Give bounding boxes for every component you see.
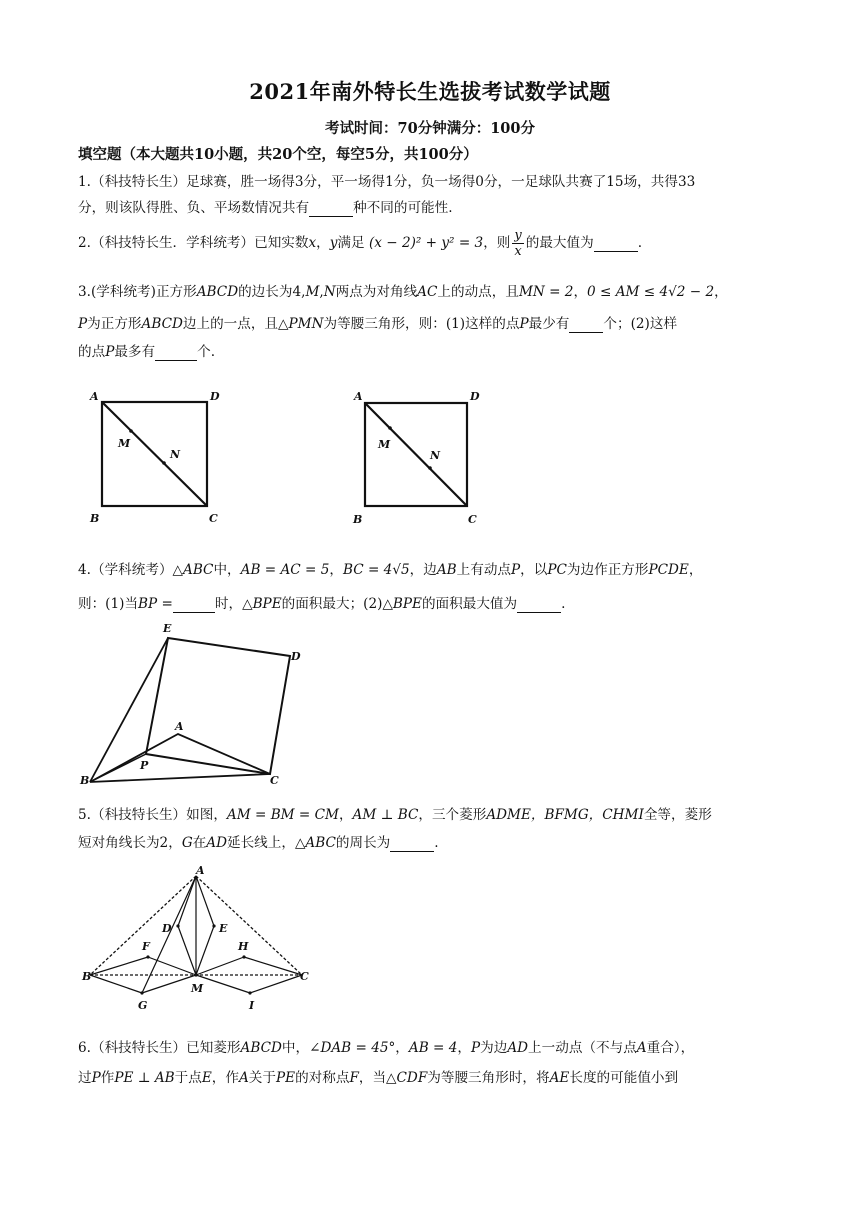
label-b: B bbox=[90, 512, 100, 525]
q4-equation: AB = AC = 5 bbox=[240, 562, 330, 578]
q3-text: 个. bbox=[197, 344, 216, 360]
q3-text: ， bbox=[714, 284, 728, 300]
q4-var: BPE bbox=[252, 596, 282, 612]
q3-var: M bbox=[305, 284, 320, 300]
q3-text: ， bbox=[573, 284, 588, 300]
q3-text: 最多有 bbox=[114, 344, 156, 360]
q6-text: 作 bbox=[100, 1070, 115, 1086]
q3-var: P bbox=[105, 344, 115, 360]
label-d: D bbox=[162, 922, 172, 935]
q4-text: . bbox=[561, 596, 566, 612]
triangle-abc bbox=[90, 734, 270, 782]
point-n bbox=[162, 461, 166, 465]
q4-text: 则：(1)当 bbox=[78, 596, 139, 612]
label-p: P bbox=[140, 759, 149, 772]
label-i: I bbox=[249, 999, 255, 1012]
q2-comma: ， bbox=[316, 235, 330, 251]
q6-equation: ∠DAB = 45° bbox=[309, 1040, 396, 1056]
diagonal-ac bbox=[102, 402, 207, 506]
q2-text-c: ，则 bbox=[483, 235, 511, 251]
q6-var: P bbox=[470, 1040, 481, 1056]
q1-text-a: 分，则该队得胜、负、平场数情况共有 bbox=[78, 200, 310, 216]
square-triangle-figure bbox=[78, 618, 314, 788]
square-diagrams-figure bbox=[78, 376, 498, 536]
q6-text: 重合）， bbox=[646, 1040, 695, 1056]
q6-var: P bbox=[91, 1070, 101, 1086]
question-5-line-2 bbox=[78, 831, 786, 852]
q2-fraction bbox=[512, 229, 523, 258]
q5-text: . bbox=[434, 835, 439, 851]
q6-var: ABCD bbox=[240, 1040, 282, 1056]
label-c: C bbox=[270, 774, 279, 787]
q3-text: 边上的一点，且△ bbox=[182, 316, 289, 332]
q4-text: 的面积最大；(2)△ bbox=[281, 596, 393, 612]
q3-var: N bbox=[323, 284, 336, 300]
q4-equation: BC = 4√5 bbox=[343, 562, 410, 578]
q3-inequality: 0 ≤ AM ≤ 4√2 − 2 bbox=[587, 284, 715, 300]
answer-blank bbox=[569, 316, 603, 333]
question-1-line-1: 1.（科技特长生）足球赛，胜一场得3分，平一场得1分，负一场得0分，一足球队共赛了15场，共得33 bbox=[78, 174, 696, 190]
q4-text: ， bbox=[329, 562, 343, 578]
q5-var: ADME，BFMG，CHMI bbox=[486, 807, 644, 823]
q5-text: 的周长为 bbox=[335, 835, 391, 851]
label-a: A bbox=[196, 864, 205, 877]
q3-var: ABCD bbox=[196, 284, 239, 300]
q6-text: ，当△ bbox=[358, 1070, 397, 1086]
label-h: H bbox=[238, 940, 249, 953]
q6-var: E bbox=[201, 1070, 212, 1086]
q3-text: 个；(2)这样 bbox=[603, 316, 678, 332]
q5-text: ， bbox=[338, 807, 353, 823]
label-d: D bbox=[291, 650, 301, 663]
q6-var: A bbox=[636, 1040, 647, 1056]
label-c: C bbox=[300, 970, 309, 983]
q1-text-b: 种不同的可能性. bbox=[353, 200, 453, 216]
label-c: C bbox=[468, 513, 477, 526]
answer-blank bbox=[309, 200, 353, 217]
q4-text: ，边 bbox=[409, 562, 437, 578]
q6-text: ，作 bbox=[211, 1070, 239, 1086]
q5-text: ，三个菱形 bbox=[418, 807, 487, 823]
q2-text-b: 满足 bbox=[337, 235, 365, 251]
q4-var: PCDE bbox=[648, 562, 689, 578]
answer-blank bbox=[173, 596, 215, 613]
question-5-line-1 bbox=[78, 803, 786, 823]
q6-text: 的对称点 bbox=[295, 1070, 350, 1086]
q5-var: AD bbox=[206, 835, 227, 851]
label-d: D bbox=[210, 390, 220, 403]
label-e: E bbox=[219, 922, 228, 935]
fraction-numerator: y bbox=[514, 228, 522, 243]
label-a: A bbox=[175, 720, 184, 733]
q6-text: 长度的可能值小到 bbox=[569, 1070, 679, 1086]
question-1-line-2 bbox=[78, 196, 786, 217]
q4-text: 为边作正方形 bbox=[566, 562, 649, 578]
q6-var: AE bbox=[549, 1070, 570, 1086]
q3-text: 最少有 bbox=[528, 316, 570, 332]
q5-equation: AM ⊥ BC bbox=[352, 807, 419, 823]
label-c: C bbox=[209, 512, 218, 525]
question-6-line-2 bbox=[78, 1066, 786, 1086]
section-heading: 填空题（本大题共10小题，共20个空，每空5分，共100分） bbox=[78, 146, 478, 163]
label-f: F bbox=[142, 940, 150, 953]
q6-text: 过 bbox=[78, 1070, 92, 1086]
q6-var: A bbox=[238, 1070, 249, 1086]
rhombus-triangle-figure bbox=[78, 862, 314, 1022]
exam-info: 考试时间：70分钟满分：100分 bbox=[325, 120, 535, 137]
q5-equation: AM = BM = CM bbox=[226, 807, 339, 823]
q5-var: ABC bbox=[305, 835, 336, 851]
q4-text: 时，△ bbox=[214, 596, 253, 612]
square-diagram-right bbox=[352, 390, 480, 526]
q4-equation: BP = bbox=[138, 596, 173, 612]
q3-var: P bbox=[78, 316, 88, 332]
question-3-line-3 bbox=[78, 340, 786, 361]
q3-text: 的边长为4, bbox=[238, 284, 306, 300]
q4-var: P bbox=[511, 562, 521, 578]
q3-var: PMN bbox=[288, 316, 324, 332]
point-m bbox=[129, 429, 133, 433]
label-g: G bbox=[138, 999, 148, 1012]
q6-var: CDF bbox=[396, 1070, 428, 1086]
q5-text: 在 bbox=[192, 835, 207, 851]
answer-blank bbox=[390, 835, 434, 852]
fraction-denominator: x bbox=[514, 244, 522, 259]
answer-blank bbox=[594, 235, 638, 252]
rhombus-adme bbox=[178, 876, 214, 975]
q4-text: 上有动点 bbox=[456, 562, 512, 578]
square-pcde bbox=[146, 638, 290, 774]
page-title: 2021年南外特长生选拔考试数学试题 bbox=[249, 79, 611, 104]
label-b: B bbox=[80, 774, 90, 787]
q5-var: G bbox=[181, 835, 193, 851]
q3-text: 上的动点，且 bbox=[437, 284, 519, 300]
q3-text: 为等腰三角形，则：(1)这样的点 bbox=[323, 316, 520, 332]
question-3-line-1 bbox=[78, 280, 786, 300]
q6-var: AD bbox=[507, 1040, 529, 1056]
point-m bbox=[388, 426, 392, 430]
q6-equation: AB = 4 bbox=[408, 1040, 458, 1056]
q6-var: PE bbox=[275, 1070, 296, 1086]
q4-text: ， bbox=[688, 562, 703, 578]
q5-text: 延长线上，△ bbox=[226, 835, 306, 851]
label-a: A bbox=[90, 390, 99, 403]
q3-var: AC bbox=[417, 284, 438, 300]
q4-var: ABC bbox=[183, 562, 214, 578]
q4-text: 4.（学科统考）△ bbox=[78, 562, 183, 578]
label-m: M bbox=[378, 438, 391, 451]
q3-var: ABCD bbox=[141, 316, 183, 332]
q3-text: 的点 bbox=[78, 344, 106, 360]
q6-var: F bbox=[349, 1070, 359, 1086]
q6-text: 关于 bbox=[248, 1070, 276, 1086]
q3-var: P bbox=[519, 316, 529, 332]
q4-text: 中， bbox=[213, 562, 241, 578]
label-n: N bbox=[170, 448, 181, 461]
answer-blank bbox=[155, 344, 197, 361]
q6-text: 上一动点（不与点 bbox=[528, 1040, 637, 1056]
q5-text: 全等，菱形 bbox=[643, 807, 712, 823]
q4-var: AB bbox=[436, 562, 457, 578]
q6-text: 为边 bbox=[480, 1040, 508, 1056]
question-6-line-1 bbox=[78, 1036, 786, 1056]
question-4-line-1 bbox=[78, 558, 786, 578]
q3-text: 3.(学科统考)正方形 bbox=[78, 284, 197, 300]
point-n bbox=[428, 466, 432, 470]
q4-var: PC bbox=[547, 562, 567, 578]
q2-text-d: 的最大值为 bbox=[525, 235, 594, 251]
answer-blank bbox=[517, 596, 561, 613]
label-d: D bbox=[470, 390, 480, 403]
q6-text: 6.（科技特长生）已知菱形 bbox=[78, 1040, 241, 1056]
label-n: N bbox=[430, 449, 441, 462]
q3-text: 两点为对角线 bbox=[335, 284, 418, 300]
q2-var-x: x bbox=[308, 235, 317, 251]
q6-equation: PE ⊥ AB bbox=[114, 1070, 175, 1086]
diagonal-ac bbox=[365, 403, 467, 506]
q6-text: ， bbox=[395, 1040, 409, 1056]
question-2 bbox=[78, 229, 786, 258]
q5-text: 短对角线长为2， bbox=[78, 835, 182, 851]
q2-text-a: 2.（科技特长生．学科统考）已知实数 bbox=[78, 235, 309, 251]
label-m: M bbox=[118, 437, 131, 450]
q2-end: . bbox=[637, 235, 643, 251]
q2-var-y: y bbox=[329, 235, 338, 251]
label-e: E bbox=[163, 622, 172, 635]
q5-text: 5.（科技特长生）如图， bbox=[78, 807, 227, 823]
label-m: M bbox=[191, 982, 204, 995]
label-b: B bbox=[353, 513, 363, 526]
label-a: A bbox=[354, 390, 363, 403]
q6-text: ， bbox=[457, 1040, 471, 1056]
question-3-line-2 bbox=[78, 312, 786, 333]
q6-text: 于点 bbox=[174, 1070, 202, 1086]
square-diagram-left bbox=[89, 390, 220, 525]
q3-text: , bbox=[319, 284, 324, 300]
q6-text: 为等腰三角形时，将 bbox=[427, 1070, 550, 1086]
q4-text: 的面积最大值为 bbox=[421, 596, 518, 612]
q3-equation: MN = 2 bbox=[518, 284, 574, 300]
q6-text: 中， bbox=[281, 1040, 310, 1056]
q2-equation: (x − 2)² + y² = 3 bbox=[368, 235, 484, 251]
q4-text: ，以 bbox=[520, 562, 548, 578]
q3-text: 为正方形 bbox=[87, 316, 142, 332]
label-b: B bbox=[82, 970, 92, 983]
question-4-line-2 bbox=[78, 592, 786, 613]
q4-var: BPE bbox=[392, 596, 422, 612]
